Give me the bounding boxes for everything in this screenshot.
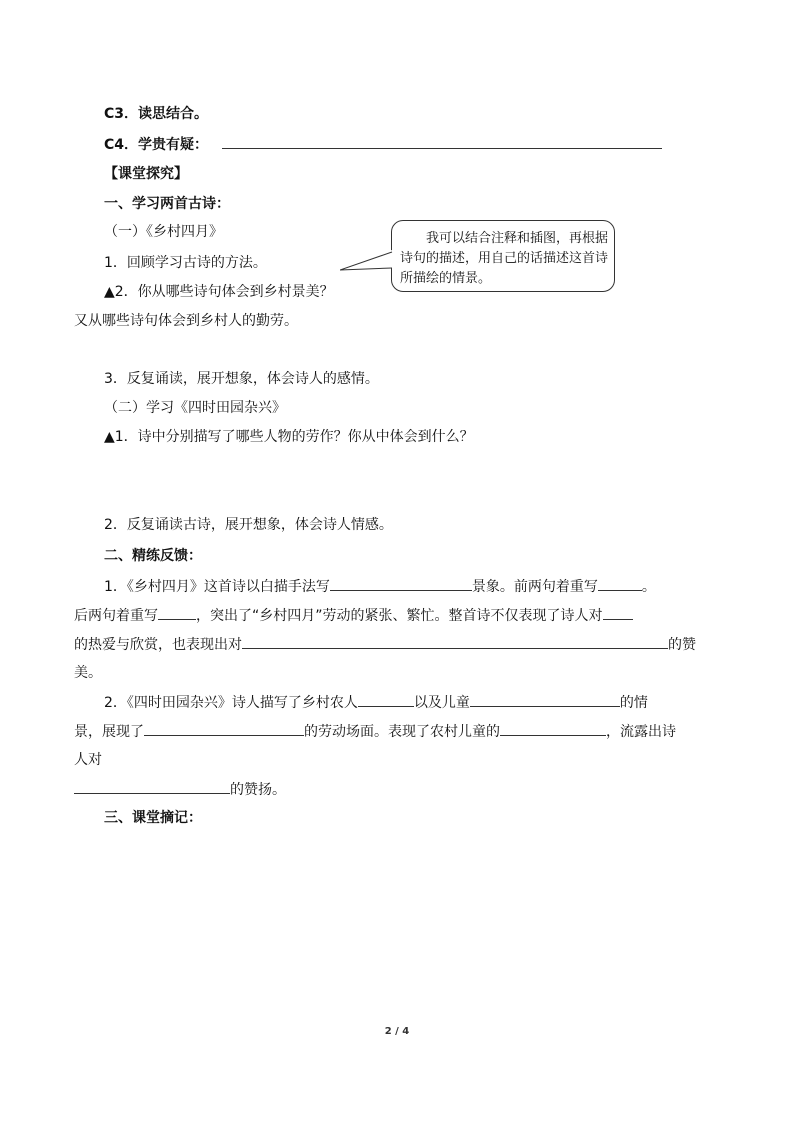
poem2-title: （二）学习《四时田园杂兴》 (104, 400, 286, 416)
prep-c4 (104, 134, 662, 155)
poem1-q2: ▲2．你从哪些诗句体会到乡村景美？ (104, 284, 334, 300)
poem1-q1: 1．回顾学习古诗的方法。 (104, 255, 267, 271)
practice-item2-line1 (104, 692, 648, 713)
item2-text-g: 的赞扬。 (230, 782, 286, 798)
item1-blank-5[interactable] (242, 634, 668, 649)
item1-text-b: 景象。前两句着重写 (471, 579, 598, 595)
practice-item2-line3: 人对 (74, 752, 102, 768)
item2-blank-2[interactable] (470, 692, 620, 707)
item1-blank-1[interactable] (330, 576, 472, 591)
section-heading-practice: 二、精练反馈： (104, 548, 202, 564)
item1-text-d: 后两句着重写 (74, 608, 158, 624)
item1-blank-2[interactable] (598, 576, 642, 591)
speech-bubble-text: 我可以结合注释和插图，再根据诗句的描述，用自己的话描述这首诗所描绘的情景。 (400, 231, 609, 286)
item2-blank-5[interactable] (74, 779, 230, 794)
item1-text-c: 。 (641, 579, 656, 595)
item2-text-e: 的劳动场面。表现了农村儿童的 (304, 724, 500, 740)
item2-text-a: 2．《四时田园杂兴》诗人描写了乡村农人 (104, 695, 358, 711)
item1-text-e: ，突出了“乡村四月”劳动的紧张、繁忙。整首诗不仅表现了诗人对 (196, 608, 603, 624)
practice-item2-line2 (74, 721, 676, 742)
poem2-q1: ▲1．诗中分别描写了哪些人物的劳作？你从中体会到什么？ (104, 429, 474, 445)
section-heading-explore: 【课堂探究】 (104, 166, 188, 182)
item2-text-b: 以及儿童 (413, 695, 470, 711)
section-heading-notes: 三、课堂摘记： (104, 810, 202, 826)
item1-blank-4[interactable] (603, 605, 633, 620)
item2-blank-4[interactable] (500, 721, 606, 736)
item2-text-f: ，流露出诗 (606, 724, 676, 740)
item1-text-f: 的热爱与欣赏，也表现出对 (74, 637, 242, 653)
item2-blank-1[interactable] (358, 692, 414, 707)
practice-item1-line2 (74, 605, 633, 626)
item1-blank-3[interactable] (158, 605, 196, 620)
item1-text-g: 的赞 (668, 637, 696, 653)
c4-answer-blank[interactable] (222, 134, 662, 149)
item1-text-a: 1．《乡村四月》这首诗以白描手法写 (104, 579, 330, 595)
practice-item1-line3 (74, 634, 696, 655)
page-number: 2 / 4 (384, 1026, 410, 1037)
item2-text-c: 的情 (619, 695, 648, 711)
poem1-title: （一）《乡村四月》 (104, 224, 223, 240)
prep-c3: C3．读思结合。 (104, 106, 209, 122)
practice-item1-line4: 美。 (74, 665, 102, 681)
poem1-q2b: 又从哪些诗句体会到乡村人的勤劳。 (74, 313, 298, 329)
section-heading-part1: 一、学习两首古诗： (104, 196, 230, 212)
practice-item1-line1 (104, 576, 656, 597)
poem2-q2: 2．反复诵读古诗，展开想象，体会诗人情感。 (104, 517, 393, 533)
practice-item2-line4 (74, 779, 286, 800)
speech-bubble-tail (340, 248, 396, 278)
poem1-q3: 3．反复诵读，展开想象，体会诗人的感情。 (104, 371, 379, 387)
item2-blank-3[interactable] (144, 721, 304, 736)
prep-c4-label: C4．学贵有疑： (104, 137, 209, 153)
item2-text-d: 景，展现了 (74, 724, 144, 740)
